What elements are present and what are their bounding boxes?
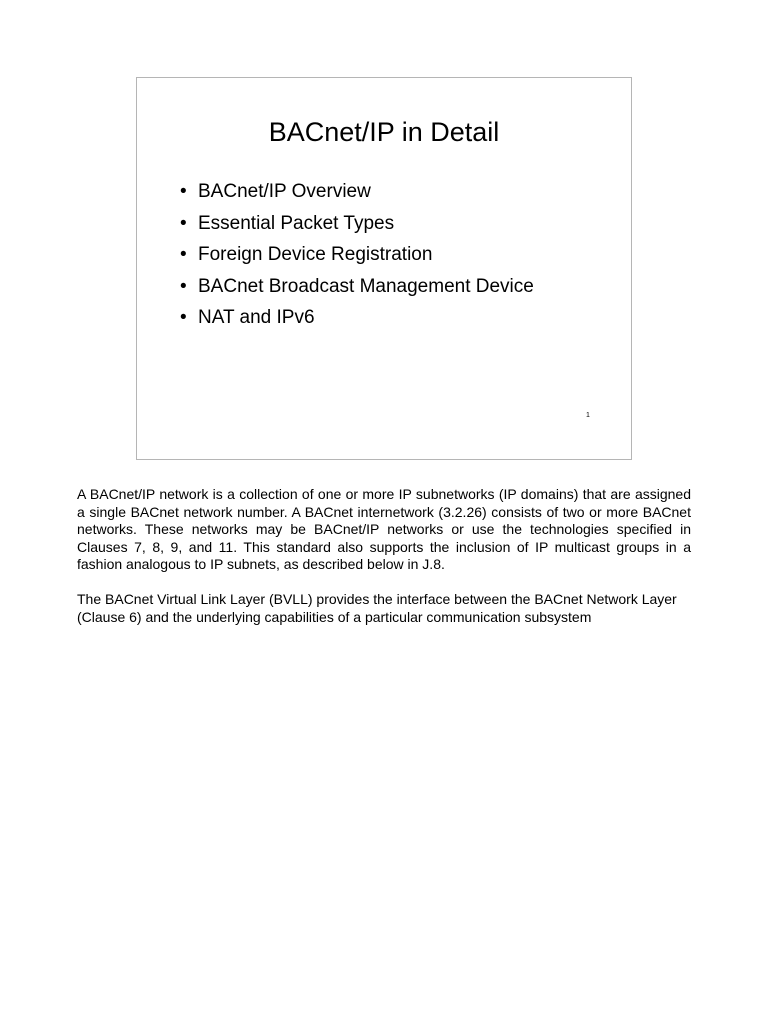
bullet-text: BACnet/IP Overview — [198, 181, 371, 202]
bullet-item — [180, 302, 534, 334]
bullet-marker: • — [180, 244, 187, 265]
bullet-marker: • — [180, 275, 187, 297]
bullet-item — [180, 271, 534, 303]
bullet-marker: • — [180, 181, 187, 202]
bullet-text: Essential Packet Types — [198, 212, 395, 234]
bullet-marker: • — [180, 212, 187, 234]
body-paragraph-1: A BACnet/IP network is a collection of one or more IP subnetworks (IP domains) that are assigned a single BACnet network number. A BACnet internetwork (3.2.26) consists of two or more BACnet networks. These networks may be BACnet/IP networks or use the technologies specified in Clauses 7, 8, 9, and 11. This standard also supports the inclusion of IP multicast groups in a fashion analogous to IP subnets, as described below in J.8. — [77, 486, 691, 572]
bullet-item — [180, 239, 534, 271]
slide-title: BACnet/IP in Detail — [268, 117, 500, 147]
slide-bullet-list — [180, 176, 534, 334]
bullet-text: Foreign Device Registration — [198, 244, 433, 265]
bullet-item — [180, 176, 534, 208]
body-paragraph-2: The BACnet Virtual Link Layer (BVLL) provides the interface between the BACnet Network Layer (Clause 6) and the underlying capabilities of a particular communication subsystem — [77, 591, 677, 625]
slide-page-number: 1 — [586, 412, 590, 419]
bullet-text: NAT and IPv6 — [198, 307, 315, 328]
bullet-marker: • — [180, 307, 187, 328]
bullet-text: BACnet Broadcast Management Device — [198, 275, 534, 297]
bullet-item — [180, 208, 534, 240]
